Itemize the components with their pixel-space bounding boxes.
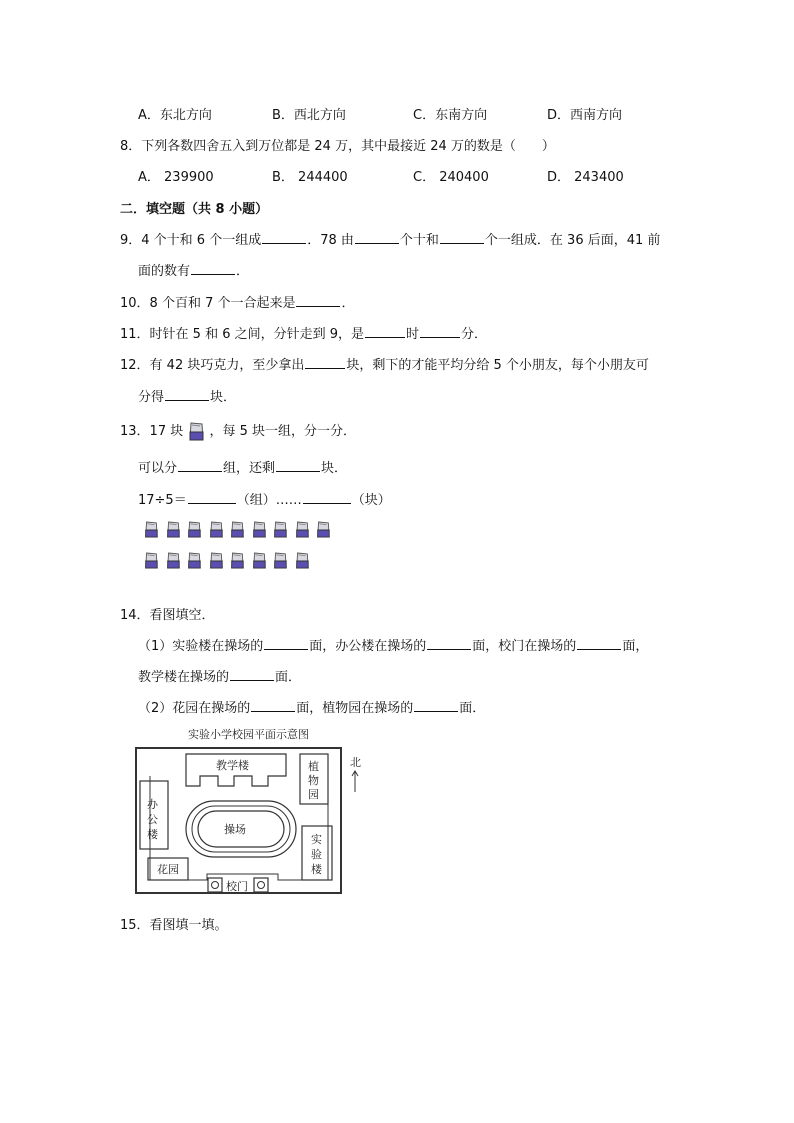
map-title: 实验小学校园平面示意图 — [188, 728, 309, 741]
answer-blank[interactable] — [420, 325, 460, 338]
q8-option-c: C． 240400 — [413, 170, 489, 185]
playground-label: 操场 — [224, 823, 246, 836]
answer-blank[interactable] — [251, 699, 295, 712]
question-12: 12．有 42 块巧克力，至少拿出 块，剩下的才能平均分给 5 个小朋友，每个小朋友可 — [120, 358, 649, 373]
office-label-2: 公 — [147, 813, 158, 826]
plant-garden-label-3: 园 — [308, 788, 319, 801]
lab-building-label-2: 验 — [311, 848, 322, 861]
question-9-cont: 面的数有 ． — [138, 264, 250, 279]
eraser-icon — [251, 550, 267, 572]
eraser-icon — [251, 519, 267, 541]
lab-building-label-3: 楼 — [311, 863, 322, 876]
eraser-icon — [294, 550, 310, 572]
plant-garden-label-1: 植 — [308, 760, 319, 773]
campus-map — [128, 726, 368, 904]
answer-blank[interactable] — [276, 459, 320, 472]
answer-blank[interactable] — [296, 294, 340, 307]
q7-option-b: B．西北方向 — [272, 108, 346, 123]
north-arrow-icon — [352, 771, 358, 792]
answer-blank[interactable] — [191, 262, 235, 275]
teaching-building-label: 教学楼 — [216, 759, 249, 772]
answer-blank[interactable] — [577, 637, 621, 650]
question-13: 13．17 块 ，每 5 块一组，分一分． — [120, 420, 356, 443]
answer-blank[interactable] — [178, 459, 222, 472]
answer-blank[interactable] — [305, 356, 345, 369]
question-11: 11．时针在 5 和 6 之间，分针走到 9，是 时 分． — [120, 327, 488, 342]
answer-blank[interactable] — [230, 668, 274, 681]
office-label-3: 楼 — [147, 828, 158, 841]
eraser-icon — [165, 519, 181, 541]
answer-blank[interactable] — [303, 491, 351, 504]
flower-garden-label: 花园 — [157, 863, 179, 876]
q8-option-b: B． 244400 — [272, 170, 348, 185]
north-label: 北 — [350, 756, 361, 769]
q8-option-a: A． 239900 — [138, 170, 214, 185]
question-15: 15．看图填一填。 — [120, 918, 228, 933]
question-14: 14．看图填空． — [120, 608, 215, 623]
lab-building-label-1: 实 — [311, 833, 322, 846]
eraser-icon — [143, 550, 159, 572]
q7-option-a: A．东北方向 — [138, 108, 212, 123]
q8-option-d: D． 243400 — [547, 170, 624, 185]
eraser-icon — [315, 519, 331, 541]
eraser-icon — [186, 519, 202, 541]
answer-blank[interactable] — [440, 231, 484, 244]
question-10: 10．8 个百和 7 个一合起来是 ． — [120, 296, 355, 311]
office-label-1: 办 — [147, 798, 158, 811]
eraser-icon — [165, 550, 181, 572]
q7-option-d: D．西南方向 — [547, 108, 623, 123]
question-14-part1: （1）实验楼在操场的 面，办公楼在操场的 面，校门在操场的 面， — [138, 639, 649, 654]
eraser-icon — [229, 519, 245, 541]
eraser-icon — [272, 519, 288, 541]
answer-blank[interactable] — [264, 637, 308, 650]
question-14-part1-cont: 教学楼在操场的 面． — [138, 670, 302, 685]
eraser-group — [143, 519, 338, 583]
eraser-icon — [143, 519, 159, 541]
question-14-part2: （2）花园在操场的 面，植物园在操场的 面． — [138, 701, 486, 716]
answer-blank[interactable] — [427, 637, 471, 650]
question-13-line3: 17÷5＝ （组）…… （块） — [138, 493, 391, 508]
q7-option-c: C．东南方向 — [413, 108, 488, 123]
eraser-icon — [208, 550, 224, 572]
section-heading: 二．填空题（共 8 小题） — [120, 202, 269, 217]
question-9: 9．4 个十和 6 个一组成 ．78 由 个十和 个一组成．在 36 后面，41 前 — [120, 233, 661, 248]
eraser-icon — [229, 550, 245, 572]
eraser-icon — [186, 550, 202, 572]
eraser-icon — [272, 550, 288, 572]
answer-blank[interactable] — [165, 388, 209, 401]
question-12-cont: 分得 块． — [138, 390, 237, 405]
answer-blank[interactable] — [414, 699, 458, 712]
answer-blank[interactable] — [365, 325, 405, 338]
eraser-icon — [187, 421, 205, 443]
answer-blank[interactable] — [188, 491, 236, 504]
answer-blank[interactable] — [262, 231, 306, 244]
q8-stem: 8．下列各数四舍五入到万位都是 24 万，其中最接近 24 万的数是（ ） — [120, 139, 555, 154]
eraser-icon — [294, 519, 310, 541]
answer-blank[interactable] — [355, 231, 399, 244]
eraser-icon — [208, 519, 224, 541]
question-13-line2: 可以分 组，还剩 块． — [138, 461, 348, 476]
gate-label: 校门 — [226, 880, 248, 893]
plant-garden-label-2: 物 — [308, 774, 319, 787]
